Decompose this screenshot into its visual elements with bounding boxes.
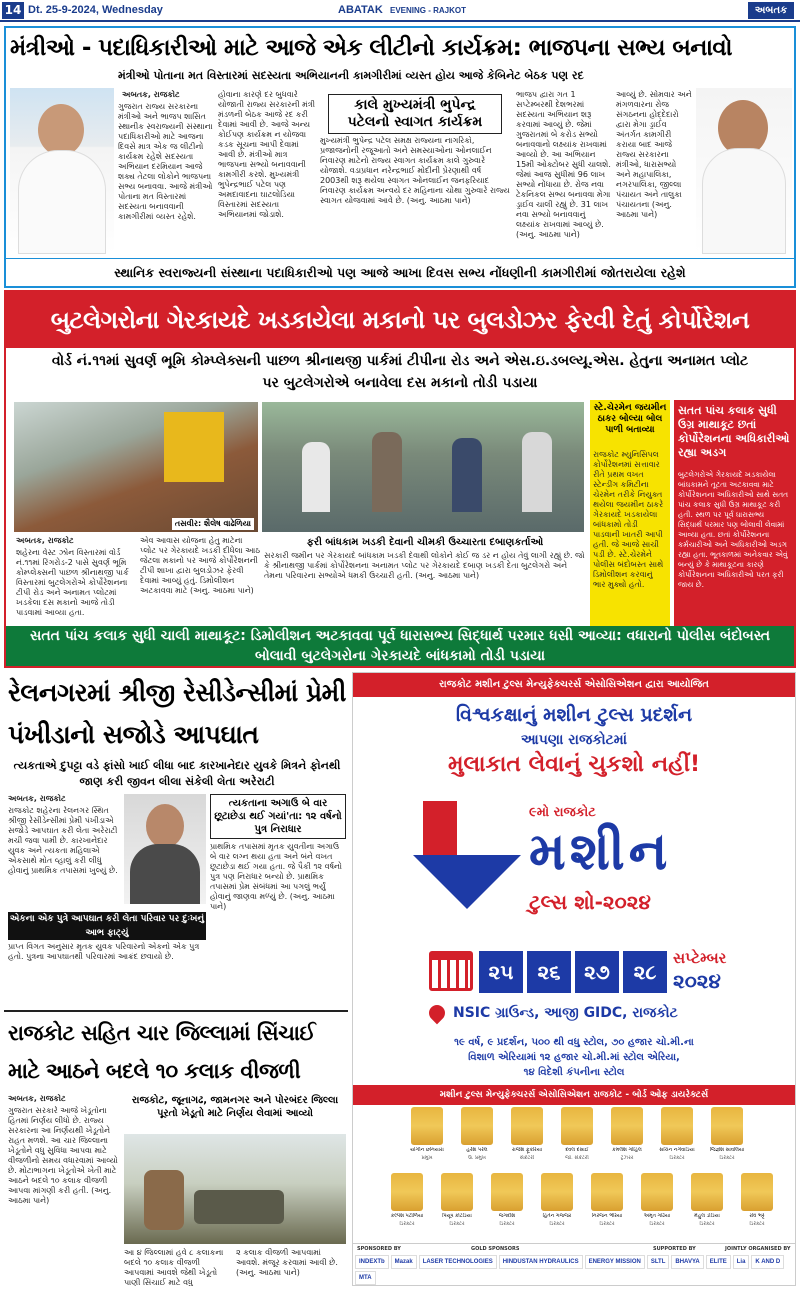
story1-col2: હોવાના કારણે દર બુધવારે યોજાતી રાજ્ય સરકારની મંત્રી મંડળની બેઠક આજે રદ કરી દેવામાં આવી છે. આજે અન્ય કોઈપણ કાર્યક્રમ ન યોજવા કડક સૂચના આપી દેવામાં આવી છે. મંત્રીઓ માત્ર ભાજપના સભ્યો બનાવવાની કામગીરી કરશે. મુખ્યમંત્રી ભુપેન્દ્રભાઈ પટેલ પણ અમદાવાદના ઘાટલોડિયા વિસ્તારમાં સદસ્યતા અભિયાનમાં જોડાશે.	[218, 90, 316, 219]
director-name: સચિન નગેવાડિયા	[659, 1147, 695, 1153]
director-card	[533, 1173, 581, 1239]
minister-photo	[696, 88, 792, 254]
director-photo	[391, 1173, 423, 1211]
story4-col1: ગુજરાત સરકારે આજે ખેડૂતોના હિતમાં નિર્ણય લીધો છે. રાજ્ય સરકારના આ નિર્ણયથી ખેડૂતોને રાહત મળશે. આ ચાર જિલ્લાના ખેડૂતોને વધુ સુવિધા આપવા માટે વીજળીનો સમય વધારવામાં આવ્યો છે. મોટાભાગના ખેડૂતોએ ખેતી માટે આઠને બદલે ૧૦ કલાક વીજળી આપવા માંગણી કરી હતી. (અનુ. આઠમા પાને)	[8, 1106, 118, 1205]
son-box	[8, 912, 206, 1008]
director-photo	[691, 1173, 723, 1211]
story-irrigation-power	[4, 1010, 348, 1286]
director-role: ડિરેક્ટર	[599, 1221, 615, 1227]
sponsor-logo: ENERGY MISSION	[585, 1255, 645, 1269]
son-box-text: પ્રાપ્ત વિગત અનુસાર મૃતક યુવક પરિવારનો એકનો એક પુત્ર હતો. પુત્રના આપઘાતથી પરિવારમાં આક્રંદ છવાયો છે.	[8, 942, 200, 961]
photo-credit: તસવીર: શૈલેષ વાઢેળિયા	[172, 518, 254, 530]
director-card	[433, 1173, 481, 1239]
sponsor-logo: Mazak	[391, 1255, 417, 1269]
irrigation-photo	[124, 1134, 346, 1244]
date-box-3: ૨૭	[575, 951, 619, 993]
story2-dateline: અબતક, રાજકોટ	[16, 536, 74, 545]
director-name: પિયૂષ કોટડિયા	[442, 1213, 472, 1219]
ad-info-2: વિશાળ એરિયામાં ૧૨ હજાર ચો.મી.માં સ્ટોલ એરિયા,	[468, 1052, 680, 1063]
director-photo	[711, 1107, 743, 1145]
cm-program-box	[318, 90, 512, 256]
story1-col5: આવ્યું છે. સોમવાર અને મંગળવારના રોજ સંગઠનના હોદ્દેદારો દ્વારા મેગા ડ્રાઈવ અંતર્ગત કામગીરી કરાયા બાદ આજે રાજ્ય સરકારના મંત્રીઓ, ધારાસભ્યો અને મહાપાલિકા, નગરપાલિકા, જીલ્લા પંચાયત અને તાલુકા પંચાયતના (અનુ. આઠમા પાને)	[616, 90, 692, 219]
director-role: પ્રમુખ	[421, 1155, 433, 1161]
director-name: જગદીશ	[498, 1213, 516, 1219]
director-role: ડિરેક્ટર	[449, 1221, 465, 1227]
director-name: કલ્પેશ પટોળિયા	[390, 1213, 424, 1219]
ad-subtitle-1: આપણા રાજકોટમાં	[520, 732, 628, 748]
threat-box	[264, 536, 586, 622]
supported-by-label: SUPPORTED BY	[653, 1246, 696, 1252]
director-card	[483, 1173, 531, 1239]
story-bjp-membership	[4, 26, 796, 288]
director-card	[553, 1107, 601, 1173]
date-box-2: ૨૬	[527, 951, 571, 993]
director-name: હિતેન ગજ્જર	[542, 1213, 572, 1219]
director-name: હરેશ પરેલ	[466, 1147, 488, 1153]
story-suicide	[4, 672, 348, 1010]
son-box-title: એકના એક પુત્રે આપઘાત કરી લેતા પરિવાર પર દુઃખનું આભ ફાટ્યું	[9, 914, 205, 938]
sponsor-logo: INDEXTb	[355, 1255, 389, 1269]
story2-col2: એવ આવાસ યોજના હેતુ માટેના પ્લોટ પર ગેરકાયદે ખડકી દીધેલા આઠ જેટલા મકાનો પર આજે કોર્પોરેશનની ટીપી શાખા દ્વારા બુલડોઝર ફેરવી દેવામાં આવ્યું હતું. ડિમોલીશન અટકાવવા માટે (અનુ. આઠમા પાને)	[140, 536, 260, 595]
page-number: 14	[2, 2, 24, 19]
story1-dateline: અબતક, રાજકોટ	[122, 90, 180, 99]
sponsor-logo: LASER TECHNOLOGIES	[419, 1255, 497, 1269]
story2-col1: શહેરના વેસ્ટ ઝોન વિસ્તારમાં વોર્ડ નં.૧૧માં રિંગરોડ-2 પાસે સુવર્ણ ભૂમિ કોમ્પ્લેક્સની પાછળ શ્રીનાથજી પાર્ક વિસ્તારમાં બુટલેગરોએ કોર્પોરેશનના ટીપી રોડ અને અનામત પ્લોટમાં ખડકેલા દસ મકાનો આજે તોડી પાડવામાં આવ્યા હતા.	[16, 548, 129, 617]
date-box-4: ૨૮	[623, 951, 667, 993]
sponsor-strip	[353, 1243, 795, 1285]
side-box	[210, 794, 346, 1002]
director-card	[733, 1173, 781, 1239]
sponsor-logo: K AND D	[751, 1255, 784, 1269]
story1-banner: સ્થાનિક સ્વરાજ્યની સંસ્થાના પદાધિકારીઓ પણ આજે આખા દિવસ સભ્ય નોંધણીની કામગીરીમાં જોતરાયેલા રહેશે	[6, 258, 794, 286]
cm-program-text: મુખ્યમંત્રી ભુપેન્દ્ર પટેલ સમક્ષ રાજ્યના નાગરિકો, પ્રજાજનોની રજૂઆતો અને સમસ્યાઓના ઓનલાઈન નિવારણ માટેનો રાજ્ય સ્વાગત કાર્યક્રમ કાલે ગુરુવારે યોજાશે. વડાપ્રધાન નરેન્દ્રભાઈ મોદીની પ્રેરણાથી વર્ષ 2003થી શરૂ થયેલા સ્વાગત ઓનલાઈન જનફરિયાદ નિવારણ કાર્યક્રમ અન્વયે દર મહિનાના ચોથા ગુરુવારે રાજ્ય સ્વાગત યોજવામાં આવે છે. (અનુ. આઠમા પાને)	[320, 136, 510, 205]
director-name: યોગીન છનિયારા	[410, 1147, 444, 1153]
officials-box-text: બુટલેગરોએ ગેરકાયદે ખડકાયેલા બાંધકામને તૂટતા અટકાવવા માટે કોર્પોરેશનના અધિકારીઓ સાથે સતત પાંચ કલાક સુધી ઉગ્ર માથાકૂટ કરી હતી. સ્થળ પર પૂર્વ ધારાસભ્ય સિદ્ધાર્થ પરમાર પણ બોલાવી લેવામાં આવ્યા હતા. છતાં કોર્પોરેશનના કર્મચારીઓ અને અધિકારીઓ અડગ રહ્યા હતા. ભૂતકાળમાં અનેકવાર એવું બન્યું છે કે માથાકૂટના કારણે કોર્પોરેશનના અધિકારીઓ પરત ફરી જાય છે.	[678, 470, 789, 589]
board-title: મશીન ટુલ્સ મેન્યુફેક્ચરર્સ એસોસિએશન રાજકોટ - બોર્ડ ઓફ ડાયરેક્ટર્સ	[353, 1085, 795, 1105]
story4-sub: રાજકોટ, જૂનાગઢ, જામનગર અને પોરબંદર જિલ્લા પૂરતો ખેડૂતો માટે નિર્ણય લેવામાં આવ્યો	[131, 1095, 339, 1119]
director-role: ટ્રેઝરર	[620, 1155, 634, 1161]
chairman-box-text: રાજકોટ મ્યુનિસિપલ કોર્પોરેશનમાં સત્તાવાર રીતે પ્રથમ વખત સ્ટેન્ડીંગ કમિટીના ચેરમેન તરીકે નિયુક્ત થયેલા જયમીન ઠાકરે ગેરકાયદે ખડકાયેલા બાંધકામો તોડી પાડવાની ખાતરી આપી હતી. જે આજે સાચી પડી છે. સ્ટે.ચેરમેને પોલીસ બંદોબસ્ત સાથે ડિમોલીશન કરવાનું ભાર મુક્યો હતો.	[593, 450, 664, 589]
story3-col1: રાજકોટ શહેરના રેલનગર સ્થિત શ્રીજી રેસીડેન્સીમાં પ્રેમી પંખીડાએ સજોડે આપઘાત કરી લેતા અરેરાટી મચી જવા પામી છે. કારખાનેદાર યુવક અને ત્યકતા મહિલાએ એકસાથે મોત વ્હાલું કરી લીધું હોવાનું પ્રાથમિક તપાસમાં ખુલ્યું છે.	[8, 806, 118, 875]
director-role: ડિરેક્ટર	[749, 1221, 765, 1227]
threat-box-title: ફરી બાંધકામ ખડકી દેવાની ચીમકી ઉચ્ચારતા દબાણકર્તાઓ	[306, 537, 544, 548]
story1-col1: ગુજરાત રાજ્ય સરકારના મંત્રીઓ અને ભાજપ શાસિત સ્થાનીક સ્વરાજ્યની સંસ્થાના પદાધિકારીઓ માટે આજના દિવસે માત્ર એક જ લીટીનો કાર્યક્રમ રહેશે સદસ્યતા અભિયાન દરમિયાન આજે શક્ય તેટલા લોકોને ભાજપના સભ્ય બનાવવા. આજે મંત્રીઓ પોતાના મત વિસ્તારમાં સદસ્યતા બનાવવાની કામગીરીમાં વ્યસ્ત રહેશે.	[118, 102, 213, 221]
director-card	[453, 1107, 501, 1173]
director-photo	[561, 1107, 593, 1145]
machine-tools-ad[interactable]	[352, 672, 796, 1286]
sponsor-logo: ELITE	[706, 1255, 731, 1269]
story3-dateline: અબતક, રાજકોટ	[8, 794, 66, 803]
story4-col3: ૨ કલાક વીજળી આપવામાં આવશે. મંજૂર કરવામાં આવી છે. (અનુ. આઠમા પાને)	[236, 1248, 338, 1277]
edition-name: EVENING - RAJKOT	[390, 6, 467, 15]
officials-box	[674, 400, 794, 662]
director-photo	[441, 1173, 473, 1211]
director-photo	[611, 1107, 643, 1145]
director-photo	[461, 1107, 493, 1145]
director-photo	[661, 1107, 693, 1145]
story3-headline: રેલનગરમાં શ્રીજી રેસીડેન્સીમાં પ્રેમી પંખીડાનો સજોડે આપઘાત	[8, 678, 346, 749]
sponsored-by-label: SPONSORED BY	[357, 1246, 401, 1252]
date-line: Dt. 25-9-2024, Wednesday	[28, 4, 163, 16]
date-month: સપ્ટેમ્બર	[673, 949, 727, 967]
organised-by-label: JOINTLY ORGANISED BY	[725, 1246, 791, 1252]
director-role: ડિરેક્ટર	[669, 1155, 685, 1161]
officials-box-title: સતત પાંચ કલાક સુધી ઉગ્ર માથાકૂટ છતાં કોર્પોરેશનના અધિકારીઓ રહ્યા અડગ	[678, 404, 790, 459]
director-role: ડિરેક્ટર	[499, 1221, 515, 1227]
date-year: ૨૦૨૪	[673, 969, 721, 993]
date-box-1: ૨૫	[479, 951, 523, 993]
director-card	[503, 1107, 551, 1173]
ad-subtitle-2: મુલાકાત લેવાનું ચુકશો નહીં!	[447, 752, 701, 777]
director-card	[683, 1173, 731, 1239]
director-name: દેવલ દેસાઈ	[565, 1147, 589, 1153]
director-role: ડિરેક્ટર	[399, 1221, 415, 1227]
show-edition: ૯મો રાજકોટ	[529, 805, 596, 820]
gold-sponsors-label: GOLD SPONSORS	[471, 1246, 520, 1252]
chairman-box-title: સ્ટે.ચેરમેન જયમીન ઠાકર બોલ્યા બોલ પાળી બતાવ્યા	[593, 403, 667, 435]
show-subname: ટુલ્સ શો-૨૦૨૪	[529, 890, 651, 914]
director-card	[653, 1107, 701, 1173]
director-photo	[491, 1173, 523, 1211]
director-name: રાજેશ ફૂકરિયા	[511, 1147, 543, 1153]
ad-top-line: રાજકોટ મશીન ટુલ્સ મેન્યુફેક્ચરર્સ એસોસિએશન દ્વારા આયોજિત	[353, 673, 795, 697]
side-box-title: ત્યકતાના અગાઉ બે વાર છૂટાછેડા થઈ ગયાં'તા: ૧૨ વર્ષનો પુત્ર નિરાધાર	[210, 794, 346, 839]
sponsor-logo: SLTL	[647, 1255, 670, 1269]
director-role: ડિરેક્ટર	[719, 1155, 735, 1161]
masthead	[0, 0, 800, 22]
story1-subhead: મંત્રીઓ પોતાના મત વિસ્તારમાં સદસ્યતા અભિયાનની કામગીરીમાં વ્યસ્ત હોય આજે કેબિનેટ બેઠક પણ રદ	[118, 69, 584, 82]
director-photo	[741, 1173, 773, 1211]
cm-program-title: કાલે મુખ્યમંત્રી ભુપેન્દ્ર પટેલનો સ્વાગત કાર્યક્રમ	[328, 94, 502, 134]
director-card	[703, 1107, 751, 1173]
board-row-1	[403, 1107, 753, 1173]
sponsor-logo: BHAVYA	[671, 1255, 703, 1269]
director-card	[383, 1173, 431, 1239]
venue-text: NSIC ગ્રાઉન્ડ, આજી GIDC, રાજકોટ	[453, 1005, 678, 1021]
story2-banner: સતત પાંચ કલાક સુધી ચાલી માથાકૂટ: ડિમોલીશન અટકાવવા પૂર્વ ધારાસભ્ય સિદ્ધાર્થ પરમાર ધસી આવ્યા: વધારાનો પોલીસ બંદોબસ્ત બોલાવી બુટલેગરોના ગેરકાયદે બાંધકામો તોડી પડાયા	[6, 626, 794, 666]
ad-info-3: ૧૪ વિદેશી કંપનીના સ્ટોલ	[523, 1067, 625, 1078]
side-box-text: પ્રાથમિક તપાસમાં મૃતક યુવતીના અગાઉ બે વાર લગ્ન થયા હતા અને બંને વખત છૂટાછેડા થઈ ગયા હતા. જે પૈકી ૧૨ વર્ષનો પુત્ર પણ નિરાધાર બન્યો છે. પ્રાથમિક તપાસમાં પ્રેમ સંબંધમાં આ પગલું ભર્યું હોવાનું જાણવા મળ્યું છે. (અનુ. આઠમા પાને)	[210, 842, 343, 911]
story4-col2: આ ૪ જિલ્લામાં હવે ૮ કલાકના બદલે ૧૦ કલાક વીજળી આપવામાં આવશે જેથી ખેડૂતો પાણી સિંચાઈ માટે વધુ	[124, 1248, 224, 1286]
director-photo	[541, 1173, 573, 1211]
director-role: સેક્રેટરી	[519, 1155, 535, 1161]
director-name: મેહુલ ડોડિયા	[694, 1213, 720, 1219]
sponsor-logos	[355, 1255, 793, 1285]
director-name: અમૃત ગઢિયા	[643, 1213, 671, 1219]
director-card	[633, 1173, 681, 1239]
director-card	[603, 1107, 651, 1173]
director-card	[583, 1173, 631, 1239]
threat-box-text: સરકારી જમીન પર ગેરકાયદે બાંધકામ ખડકી દેવાથી લોકોને કોઈ જ ડર ન હોય તેવું લાગી રહ્યું છે. જો કે શ્રીનાથજી પાર્કમાં કોર્પોરેશનના અનામત પ્લોટ પર ગેરકાયદે દબાણ ખડકી દેતા બુટલેગરો અને તેમના પરિવારના સભ્યોએ ધમકી ઉચ્ચારી હતી. (અનુ. આઠમા પાને)	[264, 551, 585, 580]
director-role: ડિરેક્ટર	[699, 1221, 715, 1227]
director-photo	[511, 1107, 543, 1145]
brand-name: ABATAK	[338, 4, 383, 16]
story4-headline: રાજકોટ સહિત ચાર જિલ્લામાં સિંચાઈ માટે આઠને બદલે ૧૦ કલાક વીજળી	[8, 1021, 316, 1083]
story3-deck: ત્યકતાએ દુપટ્ટા વડે ફાંસો ખાઈ લીધા બાદ કારખાનેદાર યુવકે મિત્રને ફોનથી જાણ કરી જીવન લીલા સંકેલી લેતા અરેરાટી	[13, 759, 341, 788]
location-pin-icon	[426, 1002, 449, 1025]
calendar-icon	[429, 951, 473, 991]
director-role: ઉ. પ્રમુખ	[468, 1155, 486, 1161]
director-name: રવિ ભટ્ટ	[749, 1213, 765, 1219]
director-role: જો. સેક્રેટરી	[565, 1155, 589, 1161]
demolition-photo-1	[14, 402, 258, 532]
director-name: જિજ્ઞેશ સાવલિયા	[709, 1147, 745, 1153]
story2-deck: વોર્ડ નં.૧૧માં સુવર્ણ ભૂમિ કોમ્પ્લેક્સની પાછળ શ્રીનાથજી પાર્કમાં ટીપીના રોડ અને એસ.ઇ.ડબલ્યૂ.એસ. હેતુના અનામત પ્લોટ પર બુટલેગરોએ બનાવેલા દસ મકાનો તોડી પડાયા	[51, 353, 749, 391]
director-photo	[411, 1107, 443, 1145]
story-demolition	[4, 290, 796, 668]
cm-photo	[10, 88, 114, 254]
director-name: કમલેશ ગોહિલ	[612, 1147, 642, 1153]
ad-info-1: ૧૯ વર્ષ, ૯ પ્રદર્શન, ૫૦૦ થી વધુ સ્ટોલ, ૭૦ હજાર ચો.મી.ના	[454, 1037, 694, 1048]
director-card	[403, 1107, 451, 1173]
demolition-photo-2	[262, 402, 584, 532]
show-logo-mark	[413, 801, 523, 931]
story2-headline: બુટલેગરોના ગેરકાયદે ખડકાયેલા મકાનો પર બુલડોઝર ફેરવી દેતું કોર્પોરેશન	[6, 292, 794, 348]
brand-logo: અબતક	[748, 2, 794, 19]
story1-headline: મંત્રીઓ - પદાધિકારીઓ માટે આજે એક લીટીનો કાર્યક્રમ: ભાજપના સભ્ય બનાવો	[10, 35, 732, 61]
victim-photo	[124, 794, 206, 904]
director-role: ડિરેક્ટર	[649, 1221, 665, 1227]
board-row-2	[383, 1173, 773, 1239]
story1-col4: ભાજપ દ્વારા ગત 1 સપ્ટેમ્બરથી દેશભરમાં સદસ્યતા અભિયાન શરૂ કરવામાં આવ્યું છે. જેમાં ગુજરાતમાં બે કરોડ સભ્યો બનાવવાનો લક્ષ્યાંક રાખવામાં આવ્યો છે. આ અભિયાન 15મી ઓક્ટોબર સુધી ચાલશે. જેમાં આજ સુધીમાં 96 લાખ સભ્યો નોંધાયા છે. રોજ નવા ટેકનિકલ સભ્ય બનાવવા મેગા ડ્રાઈવ ચાલી રહ્યું છે. 31 લાખ નવા સભ્યો બનાવવાનું લક્ષ્યાંક રાખવામાં આવ્યું છે. (અનુ. આઠમા પાને)	[516, 90, 611, 239]
chairman-box	[590, 400, 670, 660]
ad-title: વિશ્વકક્ષાનું મશીન ટુલ્સ પ્રદર્શન	[455, 704, 693, 726]
sponsor-logo: HINDUSTAN HYDRAULICS	[499, 1255, 583, 1269]
sponsor-logo: Lia	[733, 1255, 750, 1269]
director-photo	[591, 1173, 623, 1211]
director-role: ડિરેક્ટર	[549, 1221, 565, 1227]
story4-dateline: અબતક, રાજકોટ	[8, 1094, 66, 1103]
show-name: મશીન	[529, 822, 672, 882]
sponsor-logo: MTA	[355, 1271, 376, 1285]
director-photo	[641, 1173, 673, 1211]
director-name: નિરંજન ભેરિયા	[591, 1213, 623, 1219]
